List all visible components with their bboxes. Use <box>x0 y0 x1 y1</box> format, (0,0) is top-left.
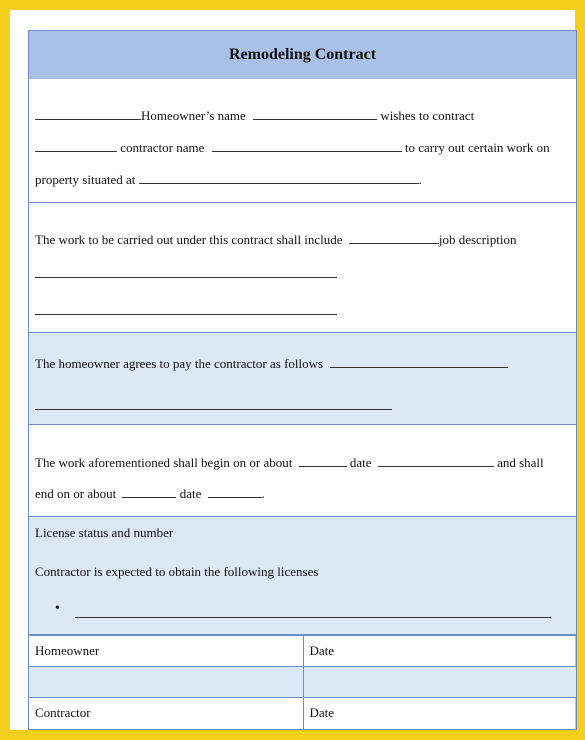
work-scope-line <box>35 231 516 248</box>
payment-terms-line[interactable] <box>35 409 392 410</box>
and-shall-text: and shall <box>497 455 544 470</box>
begin-text: The work aforementioned shall begin on or about <box>35 455 293 470</box>
schedule-line-1 <box>35 454 544 471</box>
job-description-line[interactable] <box>35 314 337 315</box>
end-day-field[interactable] <box>122 485 176 498</box>
contractor-name-field[interactable] <box>212 139 402 152</box>
license-status-label: License status and number <box>35 525 174 540</box>
start-date-label: date <box>349 455 372 470</box>
signature-blank-row <box>29 667 576 698</box>
wishes-to-contract-text: wishes to contract <box>380 108 475 123</box>
job-description-label: job description <box>438 232 517 247</box>
period-text: . <box>261 486 265 501</box>
contractor-row <box>29 698 576 729</box>
contractor-date-label: Date <box>303 698 576 729</box>
end-date-field[interactable] <box>208 485 262 498</box>
period-text: . <box>418 172 422 187</box>
start-date-field[interactable] <box>378 454 494 467</box>
bullet-icon: • <box>55 601 60 616</box>
parties-line-3 <box>35 171 422 188</box>
schedule-section <box>29 425 576 517</box>
schedule-line-2 <box>35 485 265 502</box>
homeowner-date-label: Date <box>303 636 576 667</box>
contractor-name-label: contractor name <box>120 140 205 155</box>
work-scope-field[interactable] <box>349 231 439 244</box>
carry-out-text: to carry out certain work on <box>404 140 550 155</box>
end-date-label: date <box>179 486 202 501</box>
start-day-field[interactable] <box>299 454 347 467</box>
property-address-field[interactable] <box>139 171 419 184</box>
form-title: Remodeling Contract <box>29 31 576 80</box>
job-description-line[interactable] <box>35 277 337 278</box>
work-scope-section <box>29 203 576 333</box>
work-include-text: The work to be carried out under this contract shall include <box>35 232 343 247</box>
homeowner-label: Homeowner <box>29 636 303 667</box>
parties-line-2 <box>35 139 550 156</box>
homeowner-signature-cell[interactable] <box>29 667 303 698</box>
parties-section <box>29 79 576 203</box>
parties-line-1 <box>35 107 474 124</box>
document-sheet <box>10 10 575 730</box>
license-entry-line[interactable] <box>75 617 551 618</box>
licenses-text: Contractor is expected to obtain the following licenses <box>35 564 319 579</box>
blank-field[interactable] <box>35 139 117 152</box>
homeowner-date-cell[interactable] <box>303 667 576 698</box>
homeowner-name-field[interactable] <box>253 107 377 120</box>
payment-text: The homeowner agrees to pay the contractor as follows <box>35 356 324 371</box>
contract-form <box>28 30 577 730</box>
licenses-section <box>29 517 576 635</box>
homeowner-name-label: Homeowner’s name <box>141 108 246 123</box>
end-text: end on or about <box>35 486 117 501</box>
homeowner-row <box>29 636 576 667</box>
payment-terms-field[interactable] <box>330 355 508 368</box>
blank-field[interactable] <box>35 107 141 120</box>
payment-line <box>35 355 508 372</box>
payment-section <box>29 333 576 425</box>
signature-table <box>29 635 576 729</box>
contractor-label: Contractor <box>29 698 303 729</box>
property-label: property situated at <box>35 172 136 187</box>
